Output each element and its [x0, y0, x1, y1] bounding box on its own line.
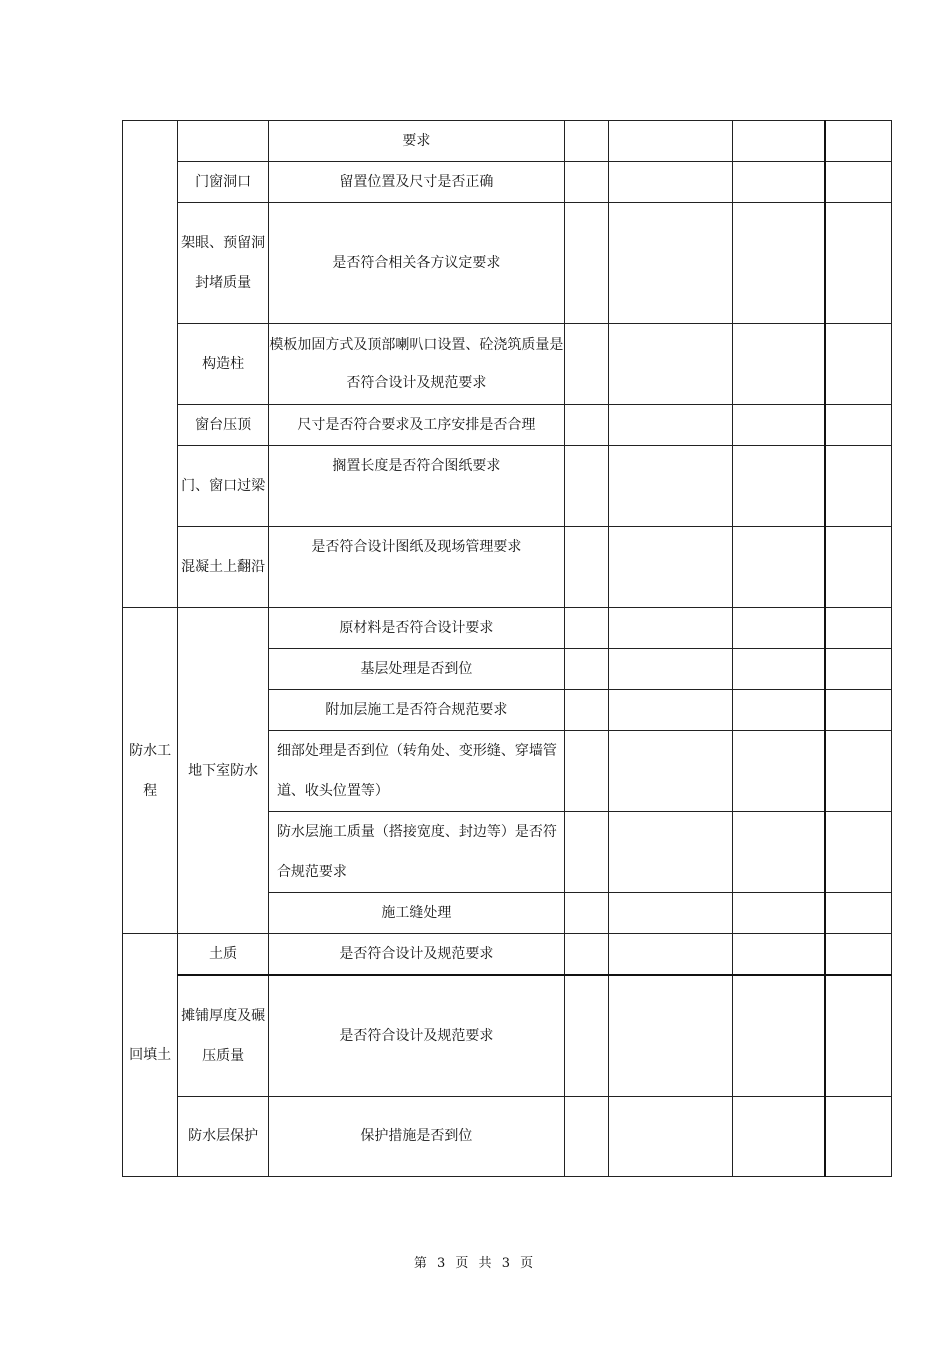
sub-item-cell: 防水层保护	[178, 1096, 269, 1176]
check-item-cell: 施工缝处理	[268, 893, 564, 934]
sub-item-cell: 构造柱	[178, 324, 269, 405]
blank-cell	[609, 731, 733, 812]
blank-cell	[732, 324, 825, 405]
sub-item-cell: 混凝土上翻沿	[178, 527, 269, 608]
blank-cell	[732, 934, 825, 976]
table-row	[123, 934, 892, 976]
blank-cell	[825, 405, 891, 446]
blank-cell	[825, 893, 891, 934]
blank-cell	[609, 527, 733, 608]
blank-cell	[564, 405, 608, 446]
blank-cell	[825, 649, 891, 690]
blank-cell	[609, 203, 733, 324]
blank-cell	[564, 690, 608, 731]
blank-cell	[564, 893, 608, 934]
blank-cell	[825, 690, 891, 731]
blank-cell	[825, 934, 891, 976]
blank-cell	[732, 690, 825, 731]
blank-cell	[609, 975, 733, 1096]
check-item-cell: 防水层施工质量（搭接宽度、封边等）是否符合规范要求	[268, 812, 564, 893]
category-cell: 防水工程	[123, 608, 178, 934]
table-row	[123, 324, 892, 405]
check-item-cell: 附加层施工是否符合规范要求	[268, 690, 564, 731]
page-footer: 第 3 页 共 3 页	[413, 1256, 537, 1271]
check-item-cell: 搁置长度是否符合图纸要求	[268, 446, 564, 527]
check-item-cell: 留置位置及尺寸是否正确	[268, 162, 564, 203]
table-row	[123, 162, 892, 203]
blank-cell	[609, 121, 733, 162]
check-item-cell: 是否符合设计及规范要求	[268, 934, 564, 976]
check-item-cell: 尺寸是否符合要求及工序安排是否合理	[268, 405, 564, 446]
blank-cell	[564, 162, 608, 203]
blank-cell	[732, 405, 825, 446]
blank-cell	[564, 975, 608, 1096]
blank-cell	[732, 446, 825, 527]
blank-cell	[564, 324, 608, 405]
sub-item-cell: 地下室防水	[178, 608, 269, 934]
blank-cell	[732, 527, 825, 608]
check-item-cell: 模板加固方式及顶部喇叭口设置、砼浇筑质量是否符合设计及规范要求	[268, 324, 564, 405]
check-item-cell: 细部处理是否到位（转角处、变形缝、穿墙管道、收头位置等）	[268, 731, 564, 812]
blank-cell	[564, 731, 608, 812]
blank-cell	[732, 731, 825, 812]
sub-item-cell: 窗台压顶	[178, 405, 269, 446]
check-item-cell: 要求	[268, 121, 564, 162]
blank-cell	[825, 121, 891, 162]
blank-cell	[825, 527, 891, 608]
blank-cell	[609, 690, 733, 731]
blank-cell	[564, 527, 608, 608]
blank-cell	[564, 446, 608, 527]
blank-cell	[825, 1096, 891, 1176]
blank-cell	[732, 649, 825, 690]
blank-cell	[609, 405, 733, 446]
check-item-cell: 原材料是否符合设计要求	[268, 608, 564, 649]
blank-cell	[732, 893, 825, 934]
table-row	[123, 121, 892, 162]
table-row	[123, 405, 892, 446]
blank-cell	[825, 203, 891, 324]
blank-cell	[609, 893, 733, 934]
table-row	[123, 975, 892, 1096]
blank-cell	[825, 975, 891, 1096]
category-cell-blank	[123, 121, 178, 608]
sub-item-cell: 摊铺厚度及碾压质量	[178, 975, 269, 1096]
table-row	[123, 1096, 892, 1176]
blank-cell	[732, 203, 825, 324]
check-item-cell: 保护措施是否到位	[268, 1096, 564, 1176]
table-row	[123, 608, 892, 649]
sub-item-cell: 门窗洞口	[178, 162, 269, 203]
inspection-table	[122, 120, 892, 1177]
blank-cell	[564, 203, 608, 324]
sub-item-cell	[178, 121, 269, 162]
blank-cell	[564, 649, 608, 690]
blank-cell	[609, 649, 733, 690]
blank-cell	[564, 121, 608, 162]
blank-cell	[609, 812, 733, 893]
blank-cell	[564, 934, 608, 976]
blank-cell	[825, 162, 891, 203]
table-row	[123, 203, 892, 324]
blank-cell	[732, 608, 825, 649]
blank-cell	[732, 121, 825, 162]
blank-cell	[825, 812, 891, 893]
sub-item-cell: 门、窗口过梁	[178, 446, 269, 527]
blank-cell	[825, 446, 891, 527]
check-item-cell: 是否符合相关各方议定要求	[268, 203, 564, 324]
blank-cell	[732, 812, 825, 893]
check-item-cell: 是否符合设计及规范要求	[268, 975, 564, 1096]
blank-cell	[564, 608, 608, 649]
blank-cell	[609, 608, 733, 649]
blank-cell	[609, 934, 733, 976]
blank-cell	[609, 446, 733, 527]
check-item-cell: 是否符合设计图纸及现场管理要求	[268, 527, 564, 608]
sub-item-cell: 架眼、预留洞封堵质量	[178, 203, 269, 324]
table-row	[123, 446, 892, 527]
blank-cell	[564, 812, 608, 893]
blank-cell	[825, 731, 891, 812]
blank-cell	[732, 975, 825, 1096]
blank-cell	[609, 162, 733, 203]
check-item-cell: 基层处理是否到位	[268, 649, 564, 690]
blank-cell	[609, 1096, 733, 1176]
category-cell: 回填土	[123, 934, 178, 1177]
blank-cell	[732, 1096, 825, 1176]
blank-cell	[825, 324, 891, 405]
blank-cell	[825, 608, 891, 649]
blank-cell	[609, 324, 733, 405]
sub-item-cell: 土质	[178, 934, 269, 976]
table-row	[123, 527, 892, 608]
blank-cell	[732, 162, 825, 203]
blank-cell	[564, 1096, 608, 1176]
